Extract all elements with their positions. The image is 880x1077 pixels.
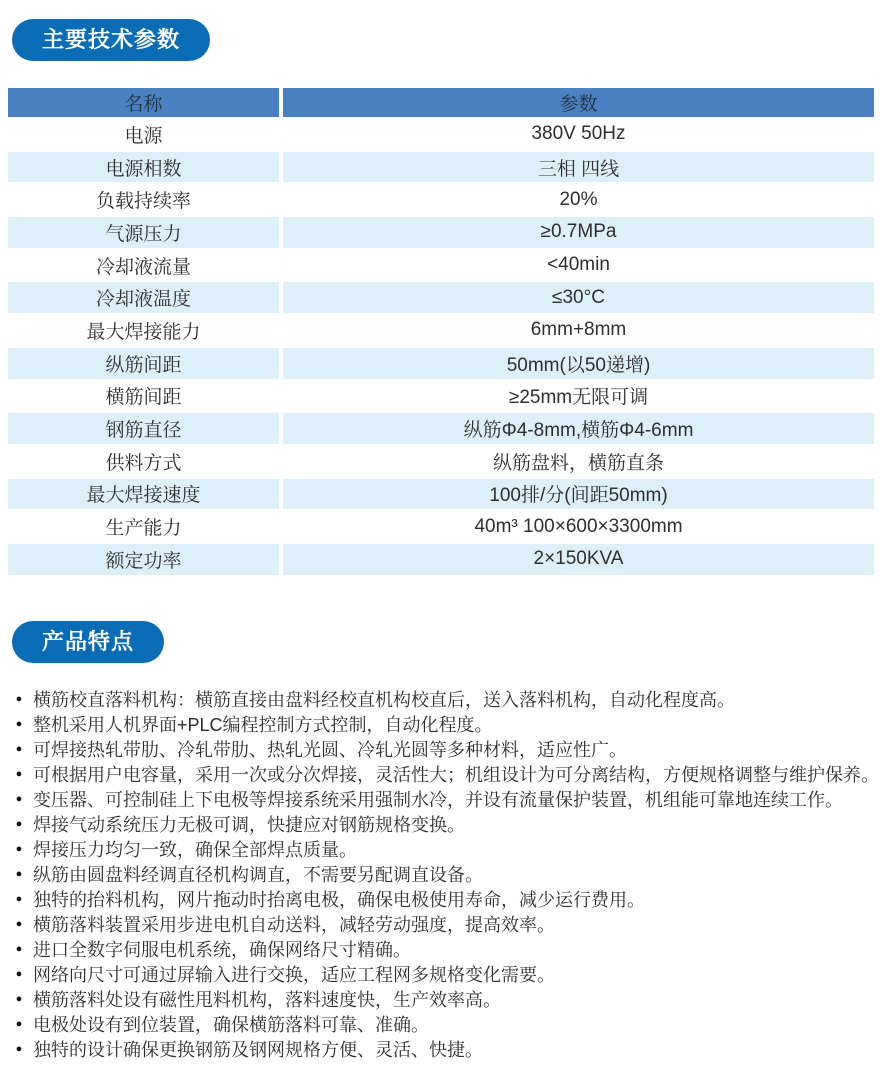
param-value: 100排/分(间距50mm)	[489, 485, 668, 507]
table-row	[8, 282, 874, 315]
bullet-icon: ●	[15, 793, 23, 806]
table-row	[8, 315, 874, 348]
table-row	[8, 119, 874, 152]
feature-item	[14, 812, 880, 837]
feature-item	[14, 737, 880, 762]
feature-item	[14, 912, 880, 937]
table-row	[8, 381, 874, 414]
table-row	[8, 184, 874, 217]
param-value: 三相 四线	[537, 158, 620, 180]
feature-item	[14, 887, 880, 912]
bullet-icon: ●	[15, 1043, 23, 1056]
feature-item	[14, 837, 880, 862]
bullet-icon: ●	[15, 843, 23, 856]
feature-text: 横筋落料处设有磁性甩料机构，落料速度快，生产效率高。	[33, 990, 501, 1011]
feature-text: 独特的设计确保更换钢筋及钢网规格方便、灵活、快捷。	[33, 1040, 483, 1061]
param-value: 380V 50Hz	[531, 123, 626, 145]
feature-item	[14, 787, 880, 812]
feature-text: 焊接气动系统压力无极可调，快捷应对钢筋规格变换。	[33, 815, 465, 836]
param-value: 6mm+8mm	[530, 319, 627, 341]
bullet-icon: ●	[15, 1018, 23, 1031]
bullet-icon: ●	[15, 993, 23, 1006]
feature-list	[14, 687, 880, 1062]
bullet-icon: ●	[15, 918, 23, 931]
param-value: 纵筋Φ4-8mm,横筋Φ4-6mm	[463, 420, 694, 442]
param-value: ≤30°C	[552, 286, 605, 308]
feature-text: 网络向尺寸可通过屏输入进行交换，适应工程网多规格变化需要。	[33, 965, 555, 986]
feature-text: 电极处设有到位装置，确保横筋落料可靠、准确。	[33, 1015, 429, 1036]
feature-text: 变压器、可控制硅上下电极等焊接系统采用强制水冷，并设有流量保护装置，机组能可靠地连续工作。	[33, 790, 843, 811]
table-header-row	[8, 88, 874, 119]
feature-item	[14, 687, 880, 712]
param-value: 50mm(以50递增)	[506, 354, 651, 376]
feature-item	[14, 1012, 880, 1037]
param-value: ≥0.7MPa	[540, 221, 617, 243]
table-row	[8, 250, 874, 283]
bullet-icon: ●	[15, 893, 23, 906]
bullet-icon: ●	[15, 818, 23, 831]
param-name: 冷却液流量	[8, 250, 283, 281]
param-name: 供料方式	[8, 446, 283, 477]
param-name: 钢筋直径	[8, 413, 283, 444]
param-name: 额定功率	[8, 544, 283, 575]
feature-text: 可根据用户电容量，采用一次或分次焊接，灵活性大；机组设计为可分离结构，方便规格调整与维护保养。	[33, 765, 879, 786]
feature-text: 整机采用人机界面+PLC编程控制方式控制，自动化程度。	[33, 715, 493, 736]
bullet-icon: ●	[15, 943, 23, 956]
param-name: 横筋间距	[8, 381, 283, 412]
features-badge: 产品特点	[12, 621, 164, 663]
feature-item	[14, 712, 880, 737]
feature-text: 焊接压力均匀一致，确保全部焊点质量。	[33, 840, 357, 861]
param-value: ≥25mm无限可调	[508, 387, 649, 409]
table-row	[8, 413, 874, 446]
table-header-name: 名称	[8, 88, 283, 117]
param-name: 负载持续率	[8, 184, 283, 215]
param-value: 纵筋盘料，横筋直条	[492, 452, 664, 474]
table-header-value: 参数	[559, 94, 598, 115]
feature-item	[14, 987, 880, 1012]
param-value: 2×150KVA	[533, 548, 624, 570]
table-row	[8, 348, 874, 381]
tech-params-table	[8, 88, 874, 577]
feature-item	[14, 937, 880, 962]
table-row	[8, 152, 874, 185]
param-name: 气源压力	[8, 217, 283, 248]
param-name: 生产能力	[8, 511, 283, 542]
feature-text: 横筋落料装置采用步进电机自动送料，减轻劳动强度，提高效率。	[33, 915, 555, 936]
param-name: 电源相数	[8, 152, 283, 183]
feature-text: 可焊接热轧带肋、冷轧带肋、热轧光圆、冷轧光圆等多种材料，适应性广。	[33, 740, 627, 761]
param-value: <40min	[547, 254, 610, 276]
table-row	[8, 479, 874, 512]
param-value: 40m³ 100×600×3300mm	[474, 515, 683, 537]
param-name: 电源	[8, 119, 283, 150]
feature-text: 横筋校直落料机构：横筋直接由盘料经校直机构校直后，送入落料机构，自动化程度高。	[33, 690, 735, 711]
feature-text: 纵筋由圆盘料经调直径机构调直，不需要另配调直设备。	[33, 865, 483, 886]
table-row	[8, 217, 874, 250]
bullet-icon: ●	[15, 718, 23, 731]
feature-item	[14, 962, 880, 987]
feature-item	[14, 1037, 880, 1062]
feature-text: 进口全数字伺服电机系统，确保网络尺寸精确。	[33, 940, 411, 961]
bullet-icon: ●	[15, 968, 23, 981]
param-name: 最大焊接能力	[8, 315, 283, 346]
bullet-icon: ●	[15, 768, 23, 781]
feature-text: 独特的抬料机构，网片拖动时抬离电极，确保电极使用寿命，减少运行费用。	[33, 890, 645, 911]
param-name: 纵筋间距	[8, 348, 283, 379]
param-name: 冷却液温度	[8, 282, 283, 313]
bullet-icon: ●	[15, 868, 23, 881]
table-row	[8, 446, 874, 479]
table-row	[8, 544, 874, 577]
feature-item	[14, 762, 880, 787]
table-row	[8, 511, 874, 544]
bullet-icon: ●	[15, 693, 23, 706]
param-value: 20%	[559, 188, 598, 210]
tech-params-badge: 主要技术参数	[12, 19, 210, 61]
table-body	[8, 119, 874, 577]
param-name: 最大焊接速度	[8, 479, 283, 510]
feature-item	[14, 862, 880, 887]
bullet-icon: ●	[15, 743, 23, 756]
